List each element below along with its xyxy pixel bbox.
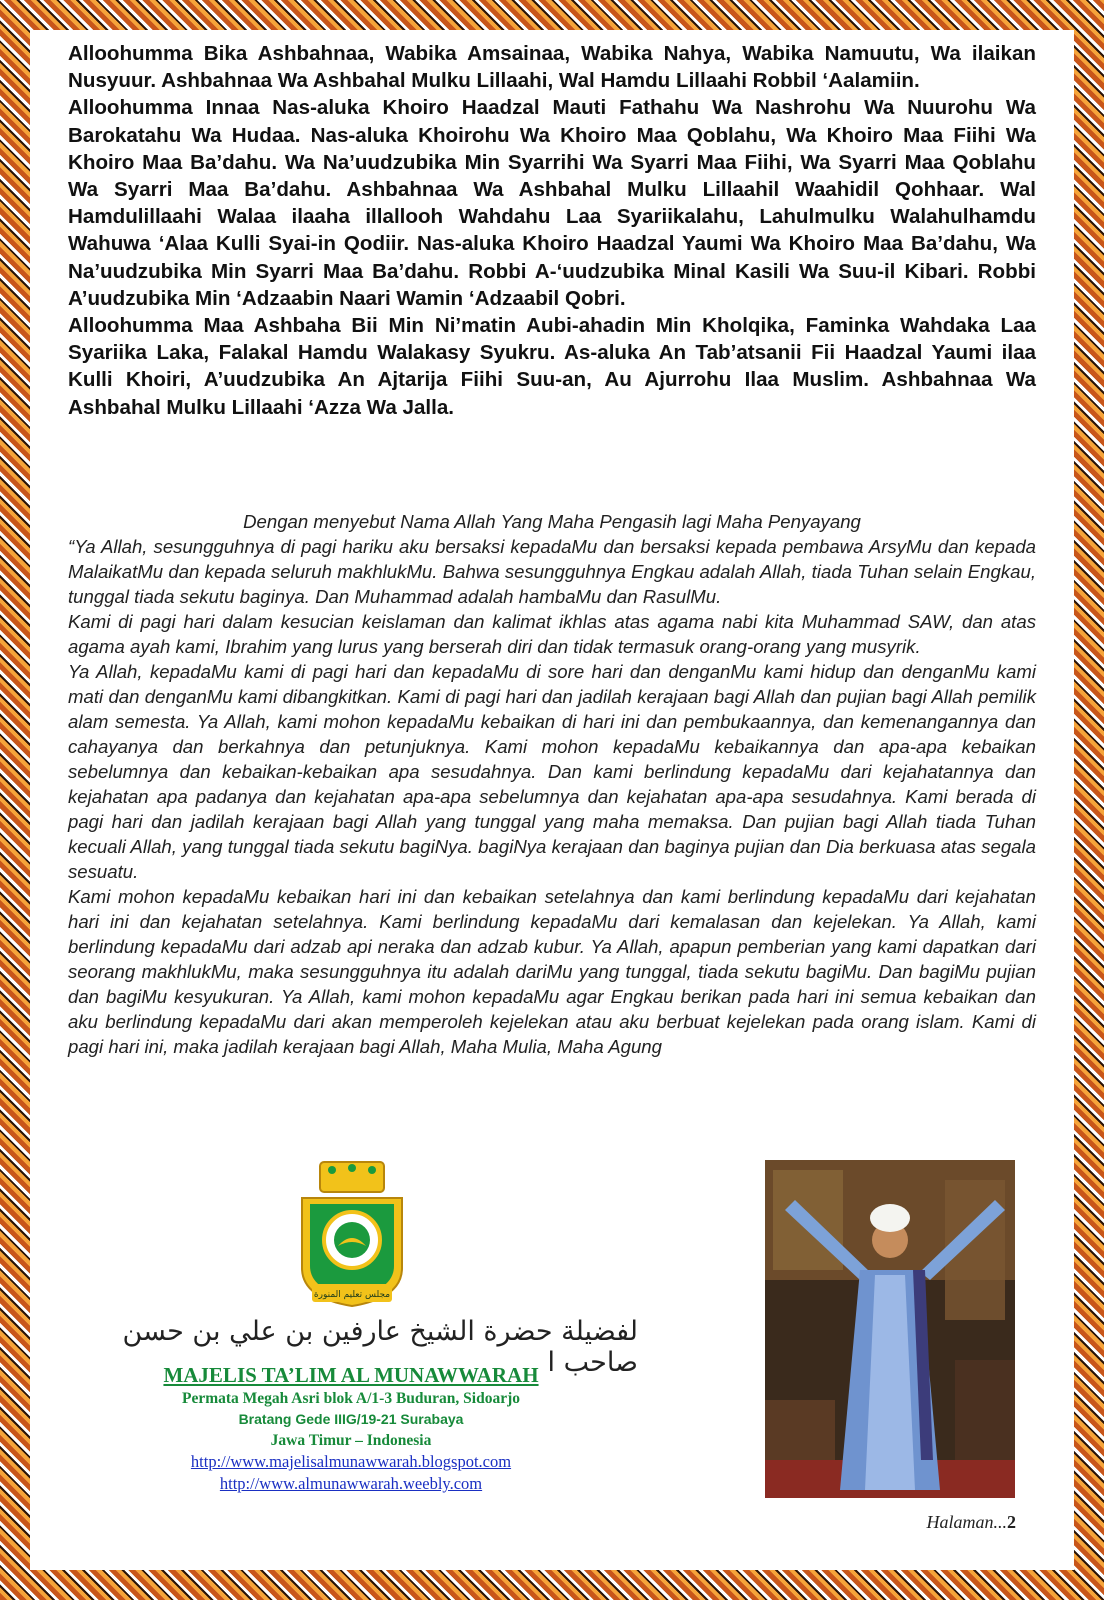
translation-title: Dengan menyebut Nama Allah Yang Maha Pengasih lagi Maha Penyayang (243, 511, 861, 532)
page-number: 2 (1007, 1512, 1016, 1532)
translation-paragraph: Ya Allah, kepadaMu kami di pagi hari dan kepadaMu di sore hari dan denganMu kami hidup dan denganMu kami mati dan denganMu kami dibangkitkan. Kami di pagi hari dan jadilah kerajaan bagi Allah dan pujian bagi Allah pemilik alam semesta. Ya Allah, kami mohon kepadaMu kebaikan di hari ini dan pembukaannya, dan kemenangannya dan cahayanya dan berkahnya dan petunjuknya. Kami mohon kepadaMu kebaikannya dan apa-apa kebaikan sebelumnya dan kebaikan-kebaikan apa sesudahnya. Dan kami berlindung kepadaMu dari kejahatannya dan kejahatan apa padanya dan kejahatan apa-apa sebelumnya dan kejahatan apa-apa sesudahnya. Kami berada di pagi hari dan jadilah kerajaan bagi Allah yang tunggal yang maha memaksa. Dan pujian bagi Allah tiada Tuhan kecuali Allah, yang tunggal tiada sekutu bagiNya. bagiNya kerajaan dan baginya pujian dan Dia berkuasa atas segala sesuatu. (68, 661, 1036, 882)
translation-paragraph: “Ya Allah, sesungguhnya di pagi hariku aku bersaksi kepadaMu dan bersaksi kepada pembawa ArsyMu dan kepada MalaikatMu dan kepada seluruh makhlukMu. Bahwa sesungguhnya Engkau adalah Allah, tiada Tuhan selain Engkau, tunggal tiada sekutu baginya. Dan Muhammad adalah hambaMu dan RasulMu. (68, 536, 1036, 607)
translation-section (68, 534, 1036, 1059)
transliteration-section (68, 40, 1036, 421)
translation-paragraph: Kami di pagi hari dalam kesucian keislaman dan kalimat ikhlas atas agama nabi kita Muhammad SAW, dan atas agama ayah kami, Ibrahim yang lurus yang berserah diri dan tidak termasuk orang-orang yang musyrik. (68, 611, 1036, 657)
organization-address-3: Jawa Timur – Indonesia (270, 1432, 432, 1449)
weebly-link[interactable]: http://www.almunawwarah.weebly.com (219, 1474, 483, 1493)
blogspot-link[interactable]: http://www.majelisalmunawwarah.blogspot.com (190, 1452, 512, 1471)
logo-caption: مجلس تعليم المنورة (313, 1290, 391, 1300)
sheikh-photo (765, 1160, 1015, 1498)
page-label: Halaman... (926, 1512, 1007, 1532)
translation-paragraph: Kami mohon kepadaMu kebaikan hari ini dan kebaikan setelahnya dan kami berlindung kepadaMu dari kejahatan hari ini dan kejahatan setelahnya. Kami berlindung kepadaMu dari kemalasan dan kejelekan. Ya Allah, kami berlindung kepadaMu dari adzab api neraka dan adzab kubur. Ya Allah, apapun pemberian yang kami dapatkan dari seorang makhlukMu, maka sesungguhnya itu adalah dariMu yang tunggal, tiada sekutu bagiMu. Dan bagiMu pujian dan bagiMu kesyukuran. Ya Allah, kami mohon kepadaMu agar Engkau berikan pada hari ini semua kebaikan dan aku berlindung kepadaMu dari akan memperoleh kejelekan atau aku berbuat kejelekan pada orang islam. Kami di pagi hari ini, maka jadilah kerajaan bagi Allah, Maha Mulia, Maha Agung (68, 886, 1036, 1057)
turban (870, 1204, 910, 1232)
transliteration-paragraph: Alloohumma Maa Ashbaha Bii Min Ni’matin Aubi-ahadin Min Kholqika, Faminka Wahdaka Laa Syariika Laka, Falakal Hamdu Walakasy Syukru. As-aluka An Tab’atsanii Fii Haadzal Yaumi ilaa Kulli Khoiri, A’uudzubika An Ajtarija Fiihi Suu-an, Au Ajurrohu Ilaa Muslim. Ashbahnaa Wa Ashbahal Mulku Lillaahi ‘Azza Wa Jalla. (68, 314, 1036, 419)
organization-name: MAJELIS TA’LIM AL MUNAWWARAH (163, 1363, 539, 1387)
majelis-logo (292, 1158, 412, 1308)
transliteration-paragraph: Alloohumma Bika Ashbahnaa, Wabika Amsainaa, Wabika Nahya, Wabika Namuutu, Wa ilaikan Nusyuur. Ashbahnaa Wa Ashbahal Mulku Lillaahi, Wal Hamdu Lillaahi Robbil ‘Aalamiin. (68, 42, 1036, 93)
organization-block (120, 1362, 582, 1495)
arabic-name: لفضيلة حضرة الشيخ عارفين بن علي بن حسن صاحب ا (122, 1316, 638, 1378)
transliteration-paragraph: Alloohumma Innaa Nas-aluka Khoiro Haadzal Mauti Fathahu Wa Nashrohu Wa Nuurohu Wa Barokatahu Wa Hudaa. Nas-aluka Khoirohu Wa Khoiro Maa Qoblahu, Wa Khoiro Maa Fiihi Wa Khoiro Maa Ba’dahu. Wa Na’uudzubika Min Syarrihi Wa Syarri Maa Fiihi, Wa Syarri Maa Qoblahu Wa Syarri Maa Ba’dahu. Ashbahnaa Wa Ashbahal Mulku Lillaahil Waahidil Qohhaar. Wal Hamdulillaahi Walaa ilaaha illallooh Wahdahu Laa Syariikalahu, Lahulmulku Walahulhamdu Wahuwa ‘Alaa Kulli Syai-in Qodiir. Nas-aluka Khoiro Haadzal Yaumi Wa Khoiro Maa Ba’dahu, Wa Na’uudzubika Min Syarri Maa Ba’dahu. Robbi A-‘uudzubika Minal Kasili Wa Suu-il Kibari. Robbi A’uudzubika Min ‘Adzaabin Naari Wamin ‘Adzaabil Qobri. (68, 96, 1036, 310)
organization-address-1: Permata Megah Asri blok A/1-3 Buduran, Sidoarjo (181, 1390, 520, 1407)
organization-address-2: Bratang Gede IIIG/19-21 Surabaya (238, 1411, 464, 1427)
page-footer (880, 1512, 1016, 1533)
